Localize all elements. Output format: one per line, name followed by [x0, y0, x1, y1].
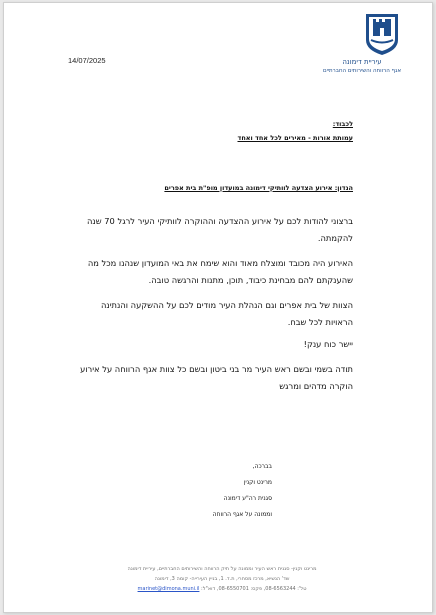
recipient-name: עמותת אורות - מאירים לכל אחד ואחד [237, 134, 353, 142]
dimona-city-emblem-logo [364, 12, 400, 56]
letter-date: 14/07/2025 [68, 56, 106, 65]
footer-address: שד' הנשיא, מרכז מסחרי, ת.ד. 1, בניין העירייה- קומה 3, דימונה [154, 576, 290, 582]
signature-name: מרינט וקנין [243, 479, 272, 486]
paragraph: האירוע היה מכובד ומוצלח מאוד והוא שימח את באי המועדון שנהנו מכל מה שהענקתם להם מבחינת כיבוד, תוכן, מתנות והרגשה טובה. [87, 258, 353, 285]
letter-subject: הנדון: אירוע הצדעה לוותיקי דימונה במועדון מופ"ת בית אפרים [164, 184, 353, 192]
paragraph: הצוות של בית אפרים וגם הנהלת העיר מודים לכם על ההשקעה והנתינה הראויות לכל שבח. [100, 300, 353, 327]
footer-contact [70, 585, 374, 593]
org-name: עיריית דימונה [342, 58, 382, 66]
letter-page [3, 2, 433, 613]
paragraph: ברצוני להודות לכם על אירוע ההצדעה וההוקרה לוותיקי העיר לרגל 70 שנה להקמתה. [87, 216, 353, 243]
signature-role: וממונה על אגף הרווחה [212, 511, 272, 518]
recipient-label: לכבוד: [332, 120, 353, 128]
paragraph: תודה בשמי ובשם ראש העיר מר בני ביטון ובשם כל צוות אגף הרווחה על אירוע הוקרה מדהים ומרגש [80, 364, 353, 391]
department-name: אגף הרווחה והשירותים החברתיים [322, 68, 402, 74]
footer-email-link[interactable]: marinet@dimona.muni.il [137, 586, 200, 592]
signature-title: סגנית רה"ע דימונה [223, 495, 272, 502]
signature-closing: בברכה, [252, 463, 272, 470]
footer-line: מרינט וקנין- סגנית ראש העיר וממונה על תיק הרווחה והשירותים החברתיים, עיריית דימונה [127, 566, 317, 572]
paragraph: יישר כוח ענק! [303, 339, 353, 349]
footer-phone: טל': 08-6563244, פקס: 08-6550701, דוא"ל: [199, 586, 307, 592]
